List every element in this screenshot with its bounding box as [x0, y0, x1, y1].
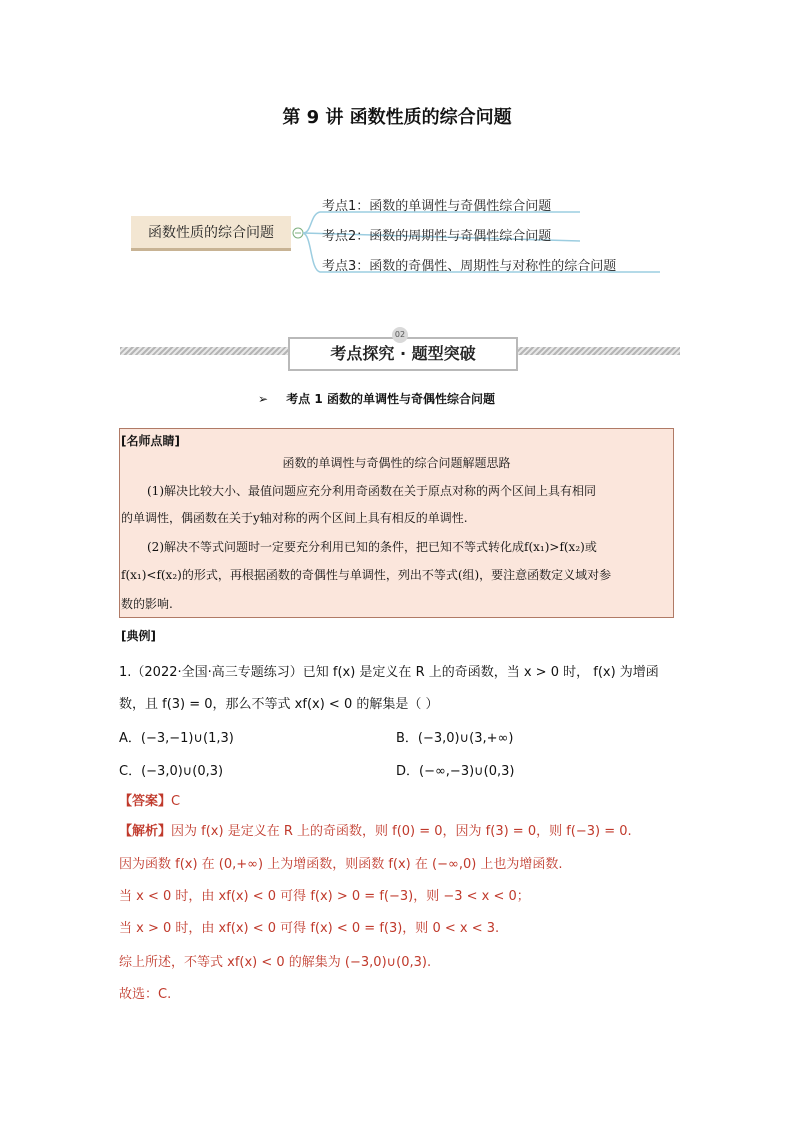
- tip-line: 的单调性，偶函数在关于y轴对称的两个区间上具有相反的单调性.: [121, 511, 468, 525]
- tip-line: 数的影响.: [121, 597, 173, 611]
- mindmap-node-2: 考点2：函数的周期性与奇偶性综合问题: [322, 229, 552, 244]
- option-b: B．(−3,0)∪(3,+∞): [396, 731, 514, 746]
- arrow-icon: ➢: [258, 392, 269, 406]
- banner-stripe-left: [120, 347, 290, 355]
- analysis-line-2: 因为函数 f(x) 在 (0,+∞) 上为增函数，则函数 f(x) 在 (−∞,0) 上也为增函数.: [119, 857, 563, 872]
- tip-line: (1)解决比较大小、最值问题应充分利用奇函数在关于原点对称的两个区间上具有相同: [147, 484, 597, 498]
- section-banner: 考点探究 · 题型突破: [288, 337, 518, 371]
- answer-value: C: [171, 794, 181, 809]
- page-title: 第 9 讲 函数性质的综合问题: [282, 107, 512, 128]
- banner-stripe-right: [515, 347, 680, 355]
- analysis-line-1: 【解析】因为 f(x) 是定义在 R 上的奇函数，则 f(0) = 0，因为 f(3) = 0，则 f(−3) = 0.: [119, 824, 632, 839]
- tip-heading: [名师点睛]: [121, 434, 180, 448]
- answer: [119, 790, 180, 809]
- analysis-tag: 【解析】: [119, 824, 172, 839]
- problem-line-2: 数，且 f(3) = 0，那么不等式 xf(x) < 0 的解集是（ ）: [119, 697, 439, 712]
- analysis-line-6: 故选：C.: [119, 987, 172, 1002]
- analysis-line-3: 当 x < 0 时，由 xf(x) < 0 可得 f(x) > 0 = f(−3)，则 −3 < x < 0；: [119, 889, 530, 904]
- tip-line: (2)解决不等式问题时一定要充分利用已知的条件，把已知不等式转化成f(x₁)>f(x₂)或: [147, 540, 597, 554]
- analysis-line-5: 综上所述，不等式 xf(x) < 0 的解集为 (−3,0)∪(0,3).: [119, 955, 432, 970]
- banner-number: 02: [392, 327, 408, 343]
- example-label: [典例]: [121, 629, 156, 643]
- mindmap-node-3: 考点3：函数的奇偶性、周期性与对称性的综合问题: [322, 259, 617, 274]
- tip-subtitle: 函数的单调性与奇偶性的综合问题解题思路: [282, 456, 511, 470]
- mindmap-root: 函数性质的综合问题: [131, 216, 291, 251]
- option-d: D．(−∞,−3)∪(0,3): [396, 764, 515, 779]
- mindmap-node-1: 考点1：函数的单调性与奇偶性综合问题: [322, 199, 552, 214]
- problem-line-1: 1.（2022·全国·高三专题练习）已知 f(x) 是定义在 R 上的奇函数，当 x > 0 时， f(x) 为增函: [119, 665, 659, 680]
- section-title: ➢ 考点 1 函数的单调性与奇偶性综合问题: [258, 392, 495, 406]
- tip-line: f(x₁)<f(x₂)的形式，再根据函数的奇偶性与单调性，列出不等式(组)，要注意函数定义域对参: [121, 568, 612, 582]
- option-a: A．(−3,−1)∪(1,3): [119, 731, 234, 746]
- answer-tag: 【答案】: [119, 794, 172, 809]
- option-c: C．(−3,0)∪(0,3): [119, 764, 224, 779]
- analysis-line-4: 当 x > 0 时，由 xf(x) < 0 可得 f(x) < 0 = f(3)，则 0 < x < 3.: [119, 921, 500, 936]
